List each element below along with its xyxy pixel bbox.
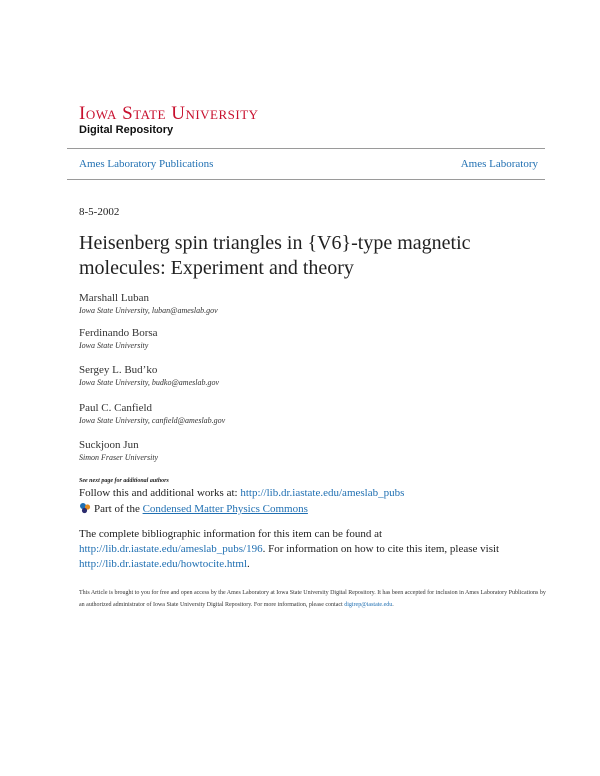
university-logo-text: Iowa State University [79,103,259,124]
see-next-page-note: See next page for additional authors [79,478,169,484]
header-rule-top [67,148,545,149]
repository-logo-text: Digital Repository [79,124,174,136]
network-icon [79,502,91,514]
follow-link[interactable]: http://lib.dr.iastate.edu/ameslab_pubs [240,487,405,499]
author-name: Suckjoon Jun [79,439,139,451]
publication-date: 8-5-2002 [79,206,120,218]
header-rule-bottom [67,179,545,180]
author-email[interactable]: budko@ameslab.gov [151,378,220,387]
collection-link-left[interactable]: Ames Laboratory Publications [79,158,214,170]
author-affiliation: Simon Fraser University [79,453,159,462]
repository-disclaimer: This Article is brought to you for free and open access by the Ames Laboratory at Iowa State University Digital Repository. It has been accepted for inclusion in Ames Laboratory Publications by an authorized administrator of Iowa State University Digital Repository. For more information, please contact digirep@iastate.edu. [79,590,546,608]
contact-email-link[interactable]: digirep@iastate.edu [344,602,393,608]
author-affiliation: Iowa State University, budko@ameslab.gov [79,378,220,387]
collection-link-right[interactable]: Ames Laboratory [460,158,538,170]
author-affiliation: Iowa State University [79,341,149,350]
bibliographic-info: The complete bibliographic information for this item can be found at http://lib.dr.iastate.edu/ameslab_pubs/196. For information on how to cite this item, please visit http://lib.dr.iastate.edu/howtocite.html. [79,528,500,570]
author-name: Marshall Luban [79,292,149,304]
author-affiliation: Iowa State University, luban@ameslab.gov [79,306,218,315]
author-name: Sergey L. Bud’ko [79,364,158,376]
part-of-line: Part of the Condensed Matter Physics Commons [79,502,308,516]
item-link[interactable]: http://lib.dr.iastate.edu/ameslab_pubs/196 [79,543,263,555]
author-name: Ferdinando Borsa [79,327,158,339]
commons-link[interactable]: Condensed Matter Physics Commons [142,503,308,515]
article-title: Heisenberg spin triangles in {V6}-type magnetic molecules: Experiment and theory [79,232,471,279]
author-email[interactable]: canfield@ameslab.gov [151,416,226,425]
author-name: Paul C. Canfield [79,402,153,414]
author-email[interactable]: luban@ameslab.gov [151,306,218,315]
follow-line: Follow this and additional works at: http://lib.dr.iastate.edu/ameslab_pubs [79,487,405,499]
howtocite-link[interactable]: http://lib.dr.iastate.edu/howtocite.html [79,558,248,570]
author-affiliation: Iowa State University, canfield@ameslab.gov [79,416,226,425]
